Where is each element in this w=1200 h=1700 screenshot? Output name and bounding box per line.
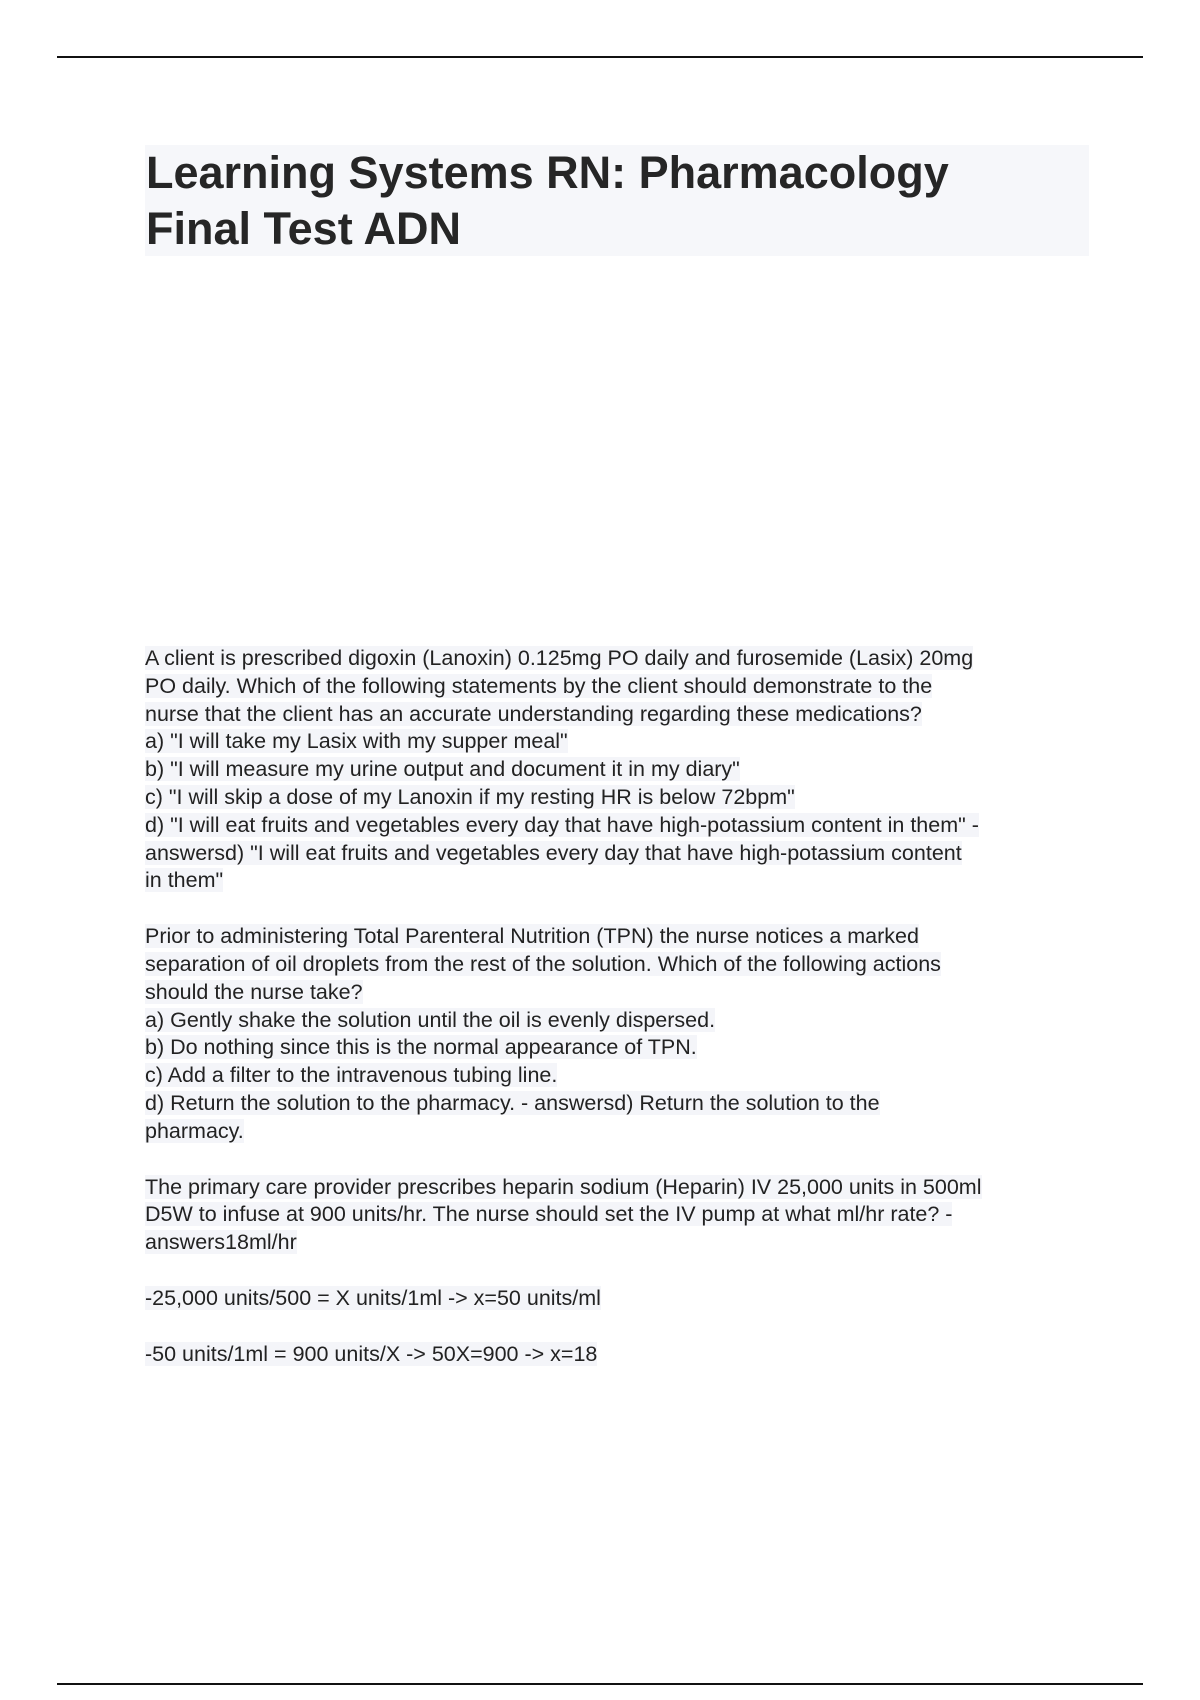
answer-text: pharmacy. xyxy=(145,1118,244,1143)
answer-option-b: b) Do nothing since this is the normal appearance of TPN. xyxy=(145,1035,697,1060)
header-rule xyxy=(57,56,1143,58)
text-line: separation of oil droplets from the rest of the solution. Which of the following actions xyxy=(145,951,941,976)
title-line-2: Final Test ADN xyxy=(146,203,462,254)
document-title xyxy=(145,145,1089,256)
calculation-step-2 xyxy=(145,1341,1089,1369)
answer-option-d: d) Return the solution to the pharmacy. - answersd) Return the solution to the xyxy=(145,1090,880,1115)
text-line: PO daily. Which of the following statements by the client should demonstrate to the xyxy=(145,673,933,698)
text-line: D5W to infuse at 900 units/hr. The nurse should set the IV pump at what ml/hr rate? - xyxy=(145,1202,953,1227)
text-line: nurse that the client has an accurate understanding regarding these medications? xyxy=(145,701,922,726)
answer-option-a: a) Gently shake the solution until the oil is evenly dispersed. xyxy=(145,1007,716,1032)
answer-option-c: c) "I will skip a dose of my Lanoxin if my resting HR is below 72bpm" xyxy=(145,784,795,809)
question-heparin xyxy=(145,1174,1089,1257)
title-line-1: Learning Systems RN: Pharmacology xyxy=(146,147,949,198)
footer-rule xyxy=(57,1683,1143,1685)
document-body xyxy=(145,645,1089,1369)
text-line: A client is prescribed digoxin (Lanoxin) 0.125mg PO daily and furosemide (Lasix) 20mg xyxy=(145,646,974,670)
question-tpn xyxy=(145,923,1089,1145)
answer-text: answers18ml/hr xyxy=(145,1230,297,1255)
calculation-step-1 xyxy=(145,1285,1089,1313)
text-line: Prior to administering Total Parenteral Nutrition (TPN) the nurse notices a marked xyxy=(145,924,919,949)
answer-option-b: b) "I will measure my urine output and document it in my diary" xyxy=(145,757,740,782)
answer-option-d: d) "I will eat fruits and vegetables every day that have high-potassium content in them" - xyxy=(145,812,979,837)
answer-text: in them" xyxy=(145,868,224,893)
text-line: The primary care provider prescribes heparin sodium (Heparin) IV 25,000 units in 500ml xyxy=(145,1174,982,1199)
text-line: -25,000 units/500 = X units/1ml -> x=50 units/ml xyxy=(145,1285,601,1310)
answer-option-c: c) Add a filter to the intravenous tubing line. xyxy=(145,1063,558,1088)
answer-option-a: a) "I will take my Lasix with my supper meal" xyxy=(145,729,568,754)
text-line: should the nurse take? xyxy=(145,979,363,1004)
answer-text: answersd) "I will eat fruits and vegetables every day that have high-potassium content xyxy=(145,840,962,865)
question-digoxin-furosemide xyxy=(145,645,1089,895)
text-line: -50 units/1ml = 900 units/X -> 50X=900 -> x=18 xyxy=(145,1341,598,1366)
